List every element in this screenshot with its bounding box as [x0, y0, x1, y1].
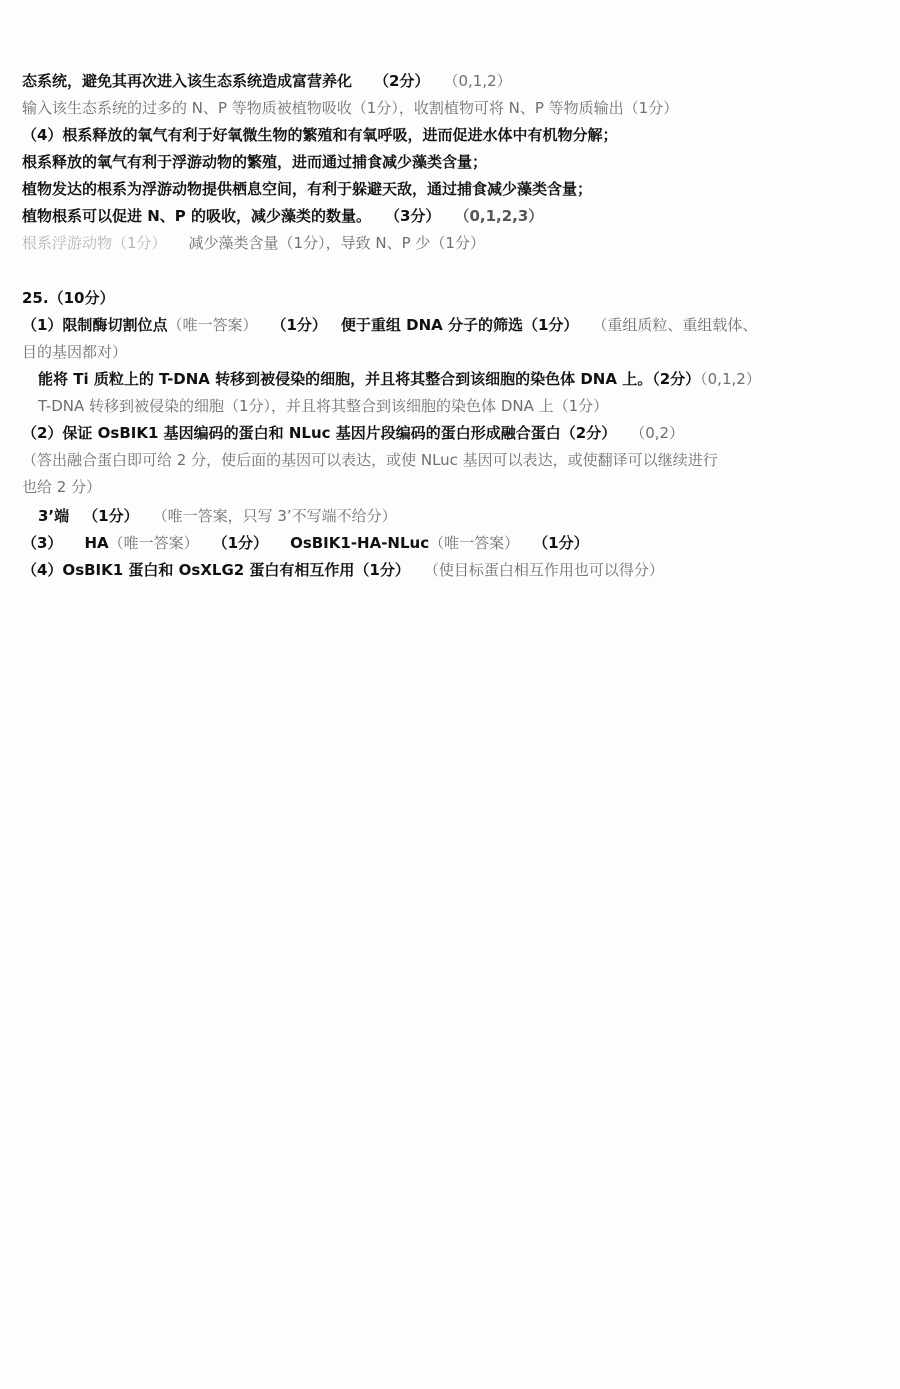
- answer-text: （4）根系释放的氧气有利于好氧微生物的繁殖和有氧呼吸，进而促进水体中有机物分解；: [22, 126, 618, 144]
- note: （唯一答案，只写 3’不写端不给分）: [152, 507, 397, 525]
- score: （2分）: [374, 72, 430, 90]
- score: （1分）: [212, 534, 269, 552]
- score: （1分）: [83, 507, 139, 525]
- answer-line-18: [22, 559, 880, 581]
- answer-line-9: [22, 314, 880, 336]
- answer-line-16: [38, 505, 880, 527]
- note: （答出融合蛋白即可给 2 分，使后面的基因可以表达，或使 NLuc 基因可以表达，或使翻译可以继续进行: [22, 451, 718, 469]
- question-part: （3）: [22, 534, 63, 552]
- answer-line-5: [22, 178, 880, 200]
- score-range: （0,1,2）: [700, 370, 761, 388]
- answer-text: （2）保证 OsBIK1 基因编码的蛋白和 NLuc 基因片段编码的蛋白形成融合蛋白（2分）: [22, 424, 617, 442]
- answer-text: 根系释放的氧气有利于浮游动物的繁殖，进而通过捕食减少藻类含量；: [22, 153, 488, 171]
- answer-line-13: [22, 422, 880, 444]
- scoring-note: 减少藻类含量（1分），导致 N、P 少（1分）: [188, 234, 485, 252]
- scoring-note: T-DNA 转移到被侵染的细胞（1分），并且将其整合到该细胞的染色体 DNA 上（1分）: [38, 397, 609, 415]
- note: 也给 2 分）: [22, 478, 102, 496]
- note: （重组质粒、重组载体、: [592, 316, 758, 334]
- answer-text: HA: [84, 534, 109, 552]
- answer-text: OsBIK1-HA-NLuc: [290, 534, 430, 552]
- score-range: （0,2）: [630, 424, 685, 442]
- answer-line-14: [22, 449, 880, 471]
- answer-line-17: [22, 532, 880, 554]
- answer-text: 能将 Ti 质粒上的 T-DNA 转移到被侵染的细胞，并且将其整合到该细胞的染色体 DNA 上。（2分）: [38, 370, 701, 388]
- answer-text: 3’端: [38, 507, 70, 525]
- answer-line-4: [22, 151, 880, 173]
- answer-text: （1）限制酶切割位点: [22, 316, 168, 334]
- faded-note: 根系浮游动物（1分）: [22, 234, 167, 252]
- answer-line-12: [38, 395, 880, 417]
- score-range: （0,1,2）: [443, 72, 512, 90]
- note: （唯一答案）: [108, 534, 199, 552]
- answer-text: 态系统，避免其再次进入该生态系统造成富营养化: [22, 72, 353, 90]
- answer-text: 植物发达的根系为浮游动物提供栖息空间，有利于躲避天敌，通过捕食减少藻类含量；: [22, 180, 593, 198]
- answer-line-2: [22, 97, 880, 119]
- note: （唯一答案）: [429, 534, 520, 552]
- note: （使目标蛋白相互作用也可以得分）: [423, 561, 664, 579]
- answer-text: 植物根系可以促进 N、P 的吸收，减少藻类的数量。: [22, 207, 371, 225]
- answer-line-1: [22, 70, 880, 92]
- question-number: 25.（10分）: [22, 289, 115, 307]
- answer-line-11: [38, 368, 880, 390]
- score: （3分）: [385, 207, 441, 225]
- answer-text: 便于重组 DNA 分子的筛选（1分）: [340, 316, 579, 334]
- answer-line-7-faded: [22, 232, 880, 254]
- answer-line-6: [22, 205, 880, 227]
- score: （1分）: [271, 316, 327, 334]
- scoring-note: 输入该生态系统的过多的 N、P 等物质被植物吸收（1分），收割植物可将 N、P 等物质输出（1分）: [22, 99, 679, 117]
- note: （唯一答案）: [167, 316, 258, 334]
- answer-text: （4）OsBIK1 蛋白和 OsXLG2 蛋白有相互作用（1分）: [22, 561, 410, 579]
- score: （1分）: [533, 534, 589, 552]
- answer-line-3: [22, 124, 880, 146]
- answer-line-10: [22, 341, 880, 363]
- score-range: （0,1,2,3）: [454, 207, 544, 225]
- question-25-header: [22, 287, 880, 309]
- note: 目的基因都对）: [22, 343, 128, 361]
- answer-line-15: [22, 476, 880, 498]
